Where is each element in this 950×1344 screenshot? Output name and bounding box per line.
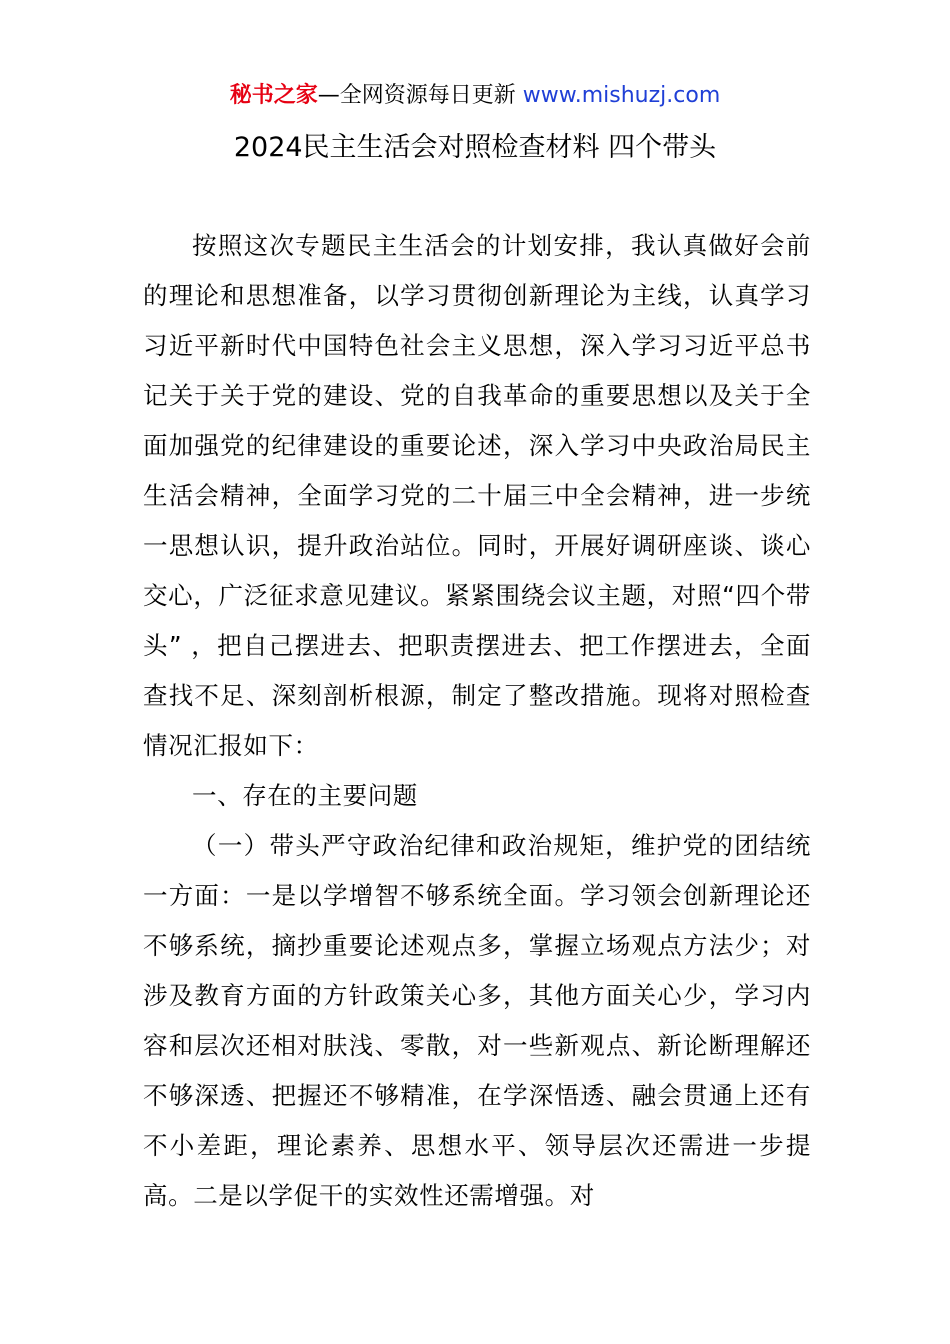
section-heading: 一、存在的主要问题 [192, 781, 418, 810]
site-slogan: —全网资源每日更新 [317, 83, 523, 108]
paragraph-intro: 按照这次专题民主生活会的计划安排，我认真做好会前的理论和思想准备，以学习贯彻创新理论为主线，认真学习习近平新时代中国特色社会主义思想，深入学习习近平总书记关于关于党的建设、党的自我革命的重要思想以及关于全面加强党的纪律建设的重要论述，深入学习中央政治局民主生活会精神，全面学习党的二十届三中全会精神，进一步统一思想认识，提升政治站位。同时，开展好调研座谈、谈心交心，广泛征求意见建议。紧紧围绕会议主题，对照“四个带头” ，把自己摆进去、把职责摆进去、把工作摆进去，全面查找不足、深刻剖析根源，制定了整改措施。现将对照检查情况汇报如下： [143, 231, 811, 760]
site-header [0, 80, 950, 112]
site-url-link[interactable]: www.mishuzj.com [522, 83, 721, 108]
paragraph-section-1: （一）带头严守政治纪律和政治规矩，维护党的团结统一方面：一是以学增智不够系统全面。学习领会创新理论还不够系统，摘抄重要论述观点多，掌握立场观点方法少；对涉及教育方面的方针政策关心多，其他方面关心少，学习内容和层次还相对肤浅、零散，对一些新观点、新论断理解还不够深透、把握还不够精准，在学深悟透、融会贯通上还有不小差距，理论素养、思想水平、领导层次还需进一步提高。二是以学促干的实效性还需增强。对 [143, 831, 811, 1210]
site-name: 秘书之家 [229, 83, 318, 108]
document-body [143, 221, 811, 1221]
document-title: 2024民主生活会对照检查材料 四个带头 [233, 132, 717, 163]
